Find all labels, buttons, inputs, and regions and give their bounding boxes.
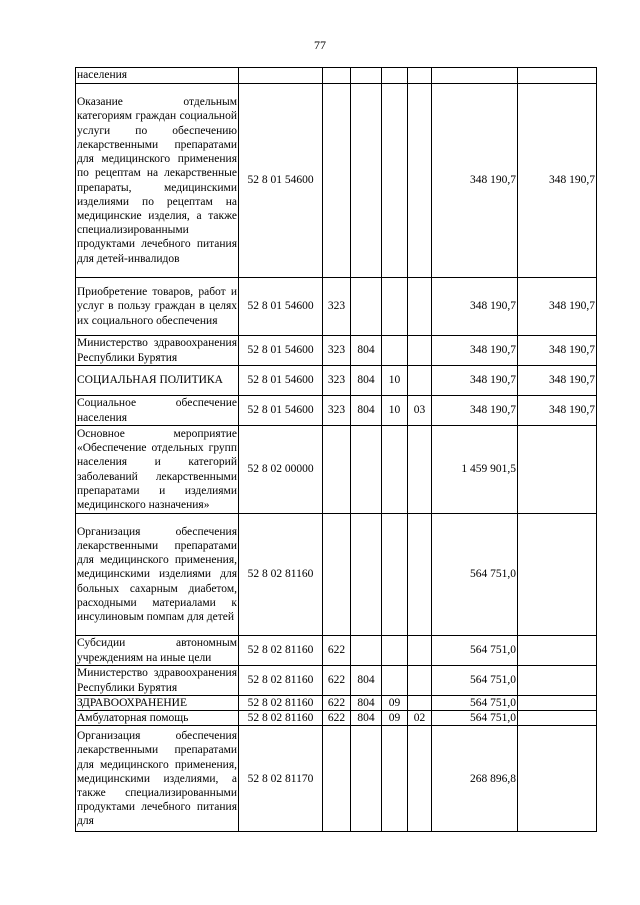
amount-year1-cell: 348 190,7: [432, 366, 518, 396]
amount-year2-cell: 348 190,7: [518, 278, 597, 336]
subsection-cell: [408, 514, 432, 636]
section-cell: [382, 726, 408, 832]
amount-year2-cell: [518, 696, 597, 711]
section-cell: [382, 426, 408, 514]
ministry-code-cell: 804: [351, 366, 382, 396]
budget-table-body: [76, 68, 597, 832]
amount-year1-cell: 564 751,0: [432, 514, 518, 636]
amount-year1-cell: 348 190,7: [432, 336, 518, 366]
target-code-cell: 52 8 02 00000: [239, 426, 323, 514]
expense-type-cell: 323: [323, 366, 351, 396]
amount-year2-cell: 348 190,7: [518, 396, 597, 426]
amount-year2-cell: [518, 726, 597, 832]
row-name-cell: Организация обеспечения лекарственными препаратами для медицинского применения, медицинскими изделиями для больных сахарным диабетом, расходными материалами к инсулиновым помпам для детей: [76, 514, 239, 636]
ministry-code-cell: 804: [351, 696, 382, 711]
target-code-cell: 52 8 01 54600: [239, 366, 323, 396]
amount-year1-cell: 564 751,0: [432, 711, 518, 726]
section-cell: [382, 666, 408, 696]
table-row: [76, 696, 597, 711]
ministry-code-cell: [351, 636, 382, 666]
expense-type-cell: [323, 426, 351, 514]
expense-type-cell: [323, 84, 351, 278]
row-name-cell: Министерство здравоохранения Республики Бурятия: [77, 667, 237, 694]
table-row: [76, 396, 597, 426]
subsection-cell: [408, 696, 432, 711]
expense-type-cell: 323: [323, 396, 351, 426]
subsection-cell: [408, 68, 432, 84]
subsection-cell: 02: [408, 711, 432, 726]
ministry-code-cell: [351, 278, 382, 336]
subsection-cell: [408, 726, 432, 832]
ministry-code-cell: [351, 84, 382, 278]
amount-year1-cell: 268 896,8: [432, 726, 518, 832]
section-cell: 10: [382, 396, 408, 426]
amount-year2-cell: [518, 636, 597, 666]
amount-year2-cell: 348 190,7: [518, 366, 597, 396]
amount-year1-cell: 1 459 901,5: [432, 426, 518, 514]
amount-year1-cell: [432, 68, 518, 84]
amount-year1-cell: 348 190,7: [432, 396, 518, 426]
amount-year1-cell: 348 190,7: [432, 84, 518, 278]
section-cell: 09: [382, 696, 408, 711]
amount-year2-cell: [518, 514, 597, 636]
target-code-cell: 52 8 02 81160: [239, 636, 323, 666]
row-name-cell: Субсидии автономным учреждениям на иные цели: [77, 637, 237, 664]
subsection-cell: 03: [408, 396, 432, 426]
section-cell: [382, 84, 408, 278]
table-row: [76, 666, 597, 696]
row-name-cell: СОЦИАЛЬНАЯ ПОЛИТИКА: [76, 366, 239, 396]
amount-year1-cell: 564 751,0: [432, 666, 518, 696]
ministry-code-cell: 804: [351, 711, 382, 726]
section-cell: [382, 68, 408, 84]
amount-year2-cell: 348 190,7: [518, 84, 597, 278]
table-row: [76, 278, 597, 336]
subsection-cell: [408, 426, 432, 514]
section-cell: 09: [382, 711, 408, 726]
target-code-cell: 52 8 02 81160: [239, 711, 323, 726]
target-code-cell: 52 8 01 54600: [239, 84, 323, 278]
target-code-cell: 52 8 01 54600: [239, 278, 323, 336]
ministry-code-cell: 804: [351, 666, 382, 696]
expense-type-cell: [323, 68, 351, 84]
expense-type-cell: 622: [323, 666, 351, 696]
expense-type-cell: 622: [323, 696, 351, 711]
table-row: [76, 514, 597, 636]
table-row: [76, 366, 597, 396]
row-name-cell: Социальное обеспечение населения: [77, 397, 237, 424]
subsection-cell: [408, 636, 432, 666]
table-row: [76, 426, 597, 514]
amount-year2-cell: [518, 426, 597, 514]
amount-year1-cell: 564 751,0: [432, 696, 518, 711]
row-name-cell: ЗДРАВООХРАНЕНИЕ: [76, 696, 239, 711]
section-cell: [382, 278, 408, 336]
target-code-cell: 52 8 02 81160: [239, 514, 323, 636]
expense-type-cell: 622: [323, 711, 351, 726]
target-code-cell: 52 8 02 81160: [239, 666, 323, 696]
target-code-cell: 52 8 02 81170: [239, 726, 323, 832]
row-name-cell: Основное мероприятие «Обеспечение отдельных групп населения и категорий заболеваний лекарственными препаратами и изделиями медицинского назначения»: [76, 426, 239, 514]
row-name-cell: населения: [76, 68, 239, 84]
row-name-cell: Амбулаторная помощь: [76, 711, 239, 726]
target-code-cell: [239, 68, 323, 84]
table-row: [76, 711, 597, 726]
section-cell: [382, 636, 408, 666]
table-row: [76, 636, 597, 666]
expense-type-cell: 323: [323, 278, 351, 336]
amount-year1-cell: 348 190,7: [432, 278, 518, 336]
table-row: [76, 68, 597, 84]
target-code-cell: 52 8 02 81160: [239, 696, 323, 711]
subsection-cell: [408, 336, 432, 366]
section-cell: 10: [382, 366, 408, 396]
amount-year2-cell: [518, 68, 597, 84]
expense-type-cell: [323, 514, 351, 636]
subsection-cell: [408, 666, 432, 696]
target-code-cell: 52 8 01 54600: [239, 396, 323, 426]
row-name-cell: Оказание отдельным категориям граждан социальной услуги по обеспечению лекарственными препаратами для медицинского применения по рецептам на лекарственные препараты, медицинскими изделиями по рецептам на медицинские изделия, а также специализированными продуктами лечебного питания для детей-инвалидов: [76, 84, 239, 278]
ministry-code-cell: [351, 514, 382, 636]
amount-year1-cell: 564 751,0: [432, 636, 518, 666]
row-name-cell: Министерство здравоохранения Республики Бурятия: [77, 337, 237, 364]
table-row: [76, 336, 597, 366]
target-code-cell: 52 8 01 54600: [239, 336, 323, 366]
ministry-code-cell: 804: [351, 396, 382, 426]
subsection-cell: [408, 278, 432, 336]
amount-year2-cell: 348 190,7: [518, 336, 597, 366]
ministry-code-cell: 804: [351, 336, 382, 366]
amount-year2-cell: [518, 666, 597, 696]
ministry-code-cell: [351, 726, 382, 832]
expense-type-cell: 622: [323, 636, 351, 666]
ministry-code-cell: [351, 68, 382, 84]
table-row: [76, 726, 597, 832]
budget-table: [75, 67, 597, 832]
expense-type-cell: [323, 726, 351, 832]
section-cell: [382, 514, 408, 636]
subsection-cell: [408, 366, 432, 396]
expense-type-cell: 323: [323, 336, 351, 366]
page-number: 77: [314, 38, 326, 52]
ministry-code-cell: [351, 426, 382, 514]
table-row: [76, 84, 597, 278]
section-cell: [382, 336, 408, 366]
amount-year2-cell: [518, 711, 597, 726]
row-name-cell: Приобретение товаров, работ и услуг в пользу граждан в целях их социального обеспечения: [76, 278, 239, 336]
subsection-cell: [408, 84, 432, 278]
row-name-cell: Организация обеспечения лекарственными препаратами для медицинского применения, медицинскими изделиями, а также специализированными продуктами лечебного питания для: [76, 726, 239, 832]
